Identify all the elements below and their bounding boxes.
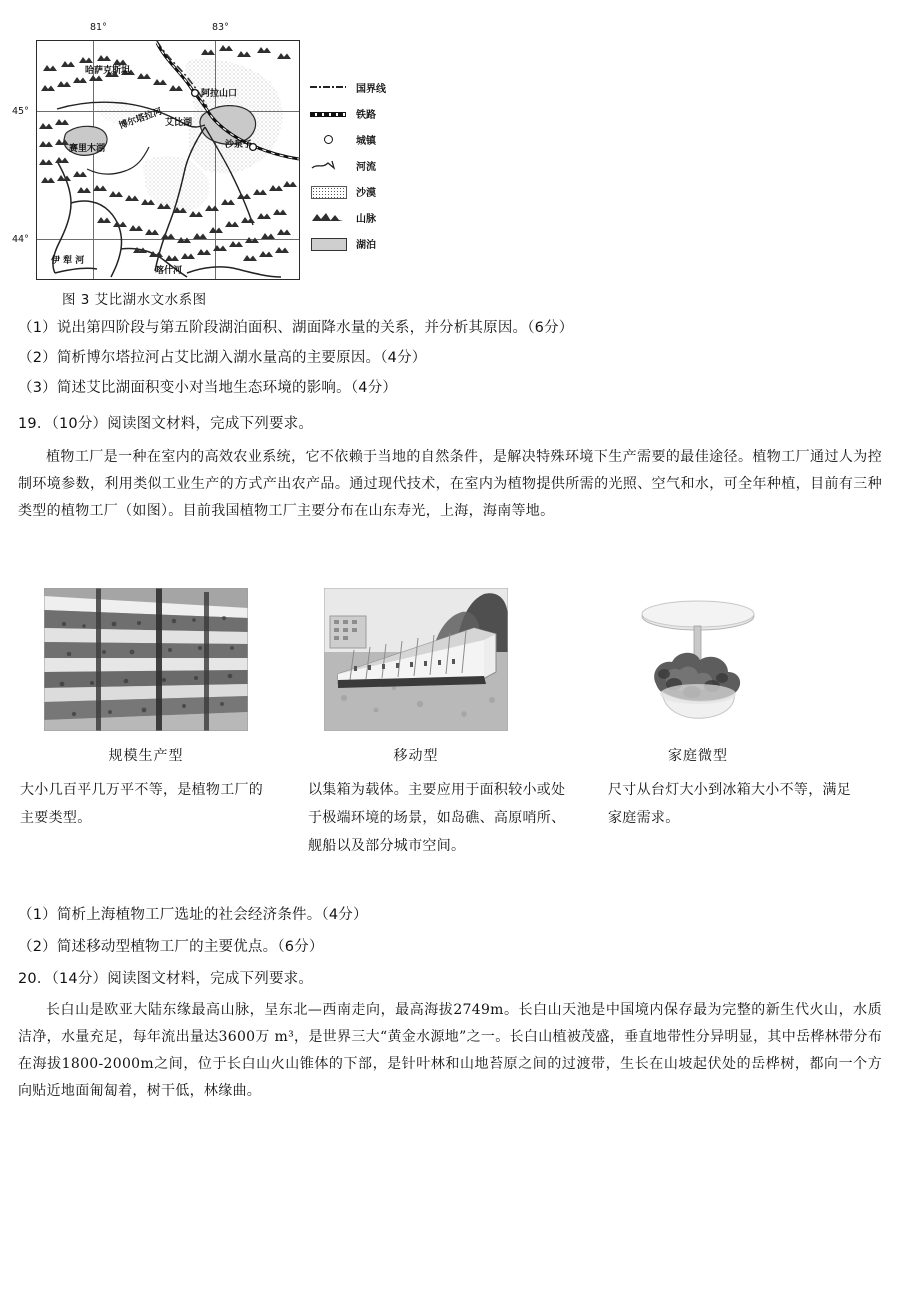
container-greenhouse-photo <box>324 588 508 731</box>
longitude-label-81: 81° <box>90 22 107 33</box>
map-label-kashi-river: 喀什河 <box>155 266 183 276</box>
figure-3-caption: 图 3 艾比湖水文水系图 <box>62 292 207 308</box>
map-label-ebinur-lake: 艾比湖 <box>165 118 193 128</box>
map-label-ili-river: 伊 犁 河 <box>51 256 85 266</box>
legend-item-lake <box>308 230 404 256</box>
railway-line-icon <box>308 105 348 121</box>
question-20-heading: 20．（14分）阅读图文材料，完成下列要求。 <box>18 971 314 987</box>
question-18-sub-3: （3）简述艾比湖面积变小对当地生态环境的影响。（4分） <box>18 380 398 396</box>
circle-icon <box>308 131 348 147</box>
map-label-sayram-lake: 赛里木湖 <box>69 144 106 154</box>
legend-item-river <box>308 152 404 178</box>
desert-swatch-icon <box>308 183 348 199</box>
question-19-sub-2: （2）简述移动型植物工厂的主要优点。（6分） <box>18 939 324 955</box>
question-20-body: 长白山是欧亚大陆东缘最高山脉，呈东北—西南走向，最高海拔2749m。长白山天池是中国境内保存最为完整的新生代火山，水质洁净，水量充足，每年流出量达3600万 m³，是世界三大“黄金水源地”之一。长白山植被茂盛，垂直地带性分异明显，其中岳桦林带分布在海拔1800-2000m之间，位于长白山火山锥体的下部，是针叶林和山地苔原之间的过渡带，生长在山坡起伏处的岳桦树，都向一个方向贴近地面匍匐着，树干低，林缘曲。 <box>18 1002 882 1099</box>
map-label-kazakhstan: 哈萨克斯坦 <box>85 66 131 76</box>
mountain-icon <box>308 209 348 225</box>
legend-label-railway: 铁路 <box>356 109 376 121</box>
legend-label-border: 国界线 <box>356 83 386 95</box>
legend-label-town: 城镇 <box>356 135 376 147</box>
map-label-bortala-river: 博尔塔拉河 <box>117 106 164 132</box>
map-label-alashankou: 阿拉山口 <box>201 89 238 99</box>
question-18-sub-1: （1）说出第四阶段与第五阶段湖泊面积、湖面降水量的关系，并分析其原因。（6分） <box>18 320 574 336</box>
question-19-heading: 19．（10分）阅读图文材料，完成下列要求。 <box>18 416 314 432</box>
figure-3-map <box>12 22 402 278</box>
map-drawing <box>37 41 299 279</box>
question-18-sub-2: （2）简析博尔塔拉河占艾比湖入湖水量高的主要原因。（4分） <box>18 350 427 366</box>
photo-caption-scale-production: 规模生产型 <box>108 748 184 764</box>
map-label-shaquanzi: 沙泉子 <box>225 140 253 150</box>
question-19-body: 植物工厂是一种在室内的高效农业系统，它不依赖于当地的自然条件，是解决特殊环境下生产需要的最佳途径。植物工厂通过人为控制环境参数，利用类似工业生产的方式产出农产品。通过现代技术，在室内为植物提供所需的光照、空气和水，可全年种植，目前有三种类型的植物工厂（如图）。目前我国植物工厂主要分布在山东寿光，上海，海南等地。 <box>18 449 882 519</box>
question-19-sub-1: （1）简析上海植物工厂选址的社会经济条件。（4分） <box>18 907 368 923</box>
map-frame <box>36 40 300 280</box>
photo-desc-scale-production: 大小几百平几万平不等，是植物工厂的主要类型。 <box>20 782 264 826</box>
map-legend <box>308 74 404 256</box>
legend-label-lake: 湖泊 <box>356 239 376 251</box>
legend-item-mountain <box>308 204 404 230</box>
lake-swatch-icon <box>308 235 348 251</box>
photo-desc-home-micro: 尺寸从台灯大小到冰箱大小不等，满足家庭需求。 <box>608 782 852 826</box>
dash-dot-line-icon <box>308 79 348 95</box>
photo-caption-mobile: 移动型 <box>393 748 439 764</box>
city-marker-alashankou <box>192 90 199 97</box>
legend-label-mountain: 山脉 <box>356 213 376 225</box>
photo-caption-home-micro: 家庭微型 <box>668 748 728 764</box>
legend-item-town <box>308 126 404 152</box>
river-line-icon <box>308 157 348 173</box>
legend-item-railway <box>308 100 404 126</box>
vertical-farm-racks-photo <box>44 588 248 731</box>
legend-label-river: 河流 <box>356 161 376 173</box>
latitude-label-45: 45° <box>12 106 29 117</box>
latitude-label-44: 44° <box>12 234 29 245</box>
legend-label-desert: 沙漠 <box>356 187 376 199</box>
legend-item-desert <box>308 178 404 204</box>
desktop-hydroponic-unit-photo <box>612 588 784 731</box>
photo-desc-mobile: 以集箱为载体。主要应用于面积较小或处于极端环境的场景，如岛礁、高原哨所、舰船以及部分城市空间。 <box>308 782 566 854</box>
longitude-label-83: 83° <box>212 22 229 33</box>
legend-item-border <box>308 74 404 100</box>
